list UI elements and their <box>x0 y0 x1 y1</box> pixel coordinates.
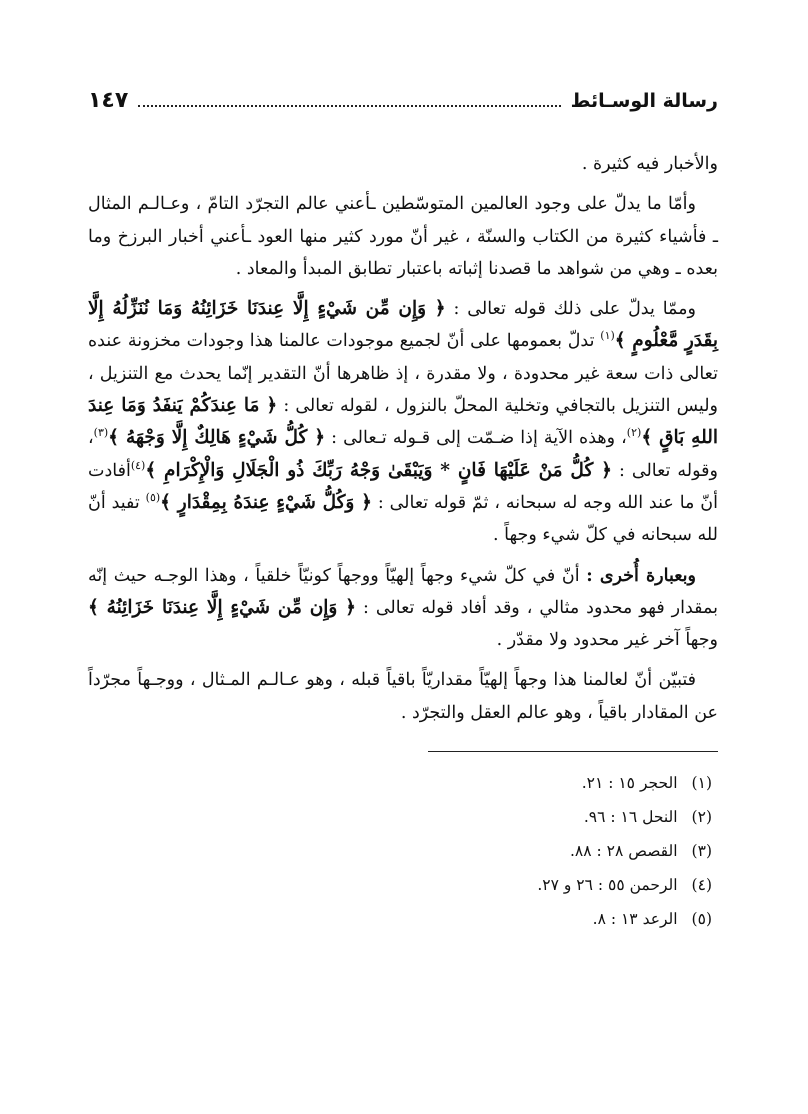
footnote-ref-5: (٥) <box>145 491 161 505</box>
footnote-1 <box>88 766 718 800</box>
paragraph-2: وأمّا ما يدلّ على وجود العالمين المتوسّطين ـأعني عالم التجرّد التامّ ، وعـالـم المثال ـ فأشياء كثيرة من الكتاب والسنّة ، غير أنّ مورد كثير منها العود ـأعني أخبار البرزخ وما بعده ـ وهي من شواهد ما قصدنا إثباته باعتبار تطابق المبدأ والمعاد . <box>88 194 718 279</box>
footnote-text: الرعد ١٣ : ٨. <box>592 910 678 929</box>
quran-verse-1: ﴿ وَإِن مِّن شَيْءٍ إِلَّا عِندَنَا خَزَائِنُهُ وَمَا نُنَزِّلُهُ إِلَّا بِقَدَرٍ مَّعْلُومٍ ﴾ <box>88 298 719 352</box>
paragraph-3 <box>88 293 718 551</box>
footnote-number: (٤) <box>691 876 712 895</box>
quran-verse-4: ﴿ كُلُّ مَنْ عَلَيْهَا فَانٍ * وَيَبْقَىٰ وَجْهُ رَبِّكَ ذُو الْجَلَالِ وَالْإِكْرَامِ ﴾ <box>145 459 612 481</box>
footnote-number: (٣) <box>691 842 712 861</box>
body-text <box>88 148 718 729</box>
paragraph-1: والأخبار فيه كثيرة . <box>581 154 718 174</box>
quran-verse-2: ﴿ مَا عِندَكُمْ يَنفَدُ وَمَا عِندَ اللهِ بَاقٍ ﴾ <box>88 395 718 449</box>
footnote-divider <box>428 751 718 752</box>
footnote-text: الحجر ١٥ : ٢١. <box>581 774 678 793</box>
footnotes <box>88 766 718 936</box>
leader-dots <box>138 91 560 107</box>
quran-verse-5: ﴿ وَكُلُّ شَيْءٍ عِندَهُ بِمِقْدَارٍ ﴾ <box>160 491 372 513</box>
text-span: ، وقوله تعالى : <box>88 428 718 481</box>
footnote-number: (٢) <box>691 808 712 827</box>
footnote-ref-1: (١) <box>600 329 615 343</box>
bold-lead: وبعبارة أُخرى : <box>586 565 696 586</box>
running-head-title: رسالة الوسـائط <box>570 90 718 112</box>
document-page <box>88 88 718 936</box>
footnote-3 <box>88 834 718 868</box>
paragraph-5: فتبيّن أنّ لعالمنا هذا وجهاً إلهيّاً مقداريّاً باقياً قبله ، وهو عـالـم المـثال ، ووجـهاً مجرّداً عن المقادار باقياً ، وهو عالم العقل والتجرّد . <box>88 670 718 723</box>
text-span: أفادت أنّ ما عند الله وجه له سبحانه ، ثمّ قوله تعالى : <box>88 460 718 513</box>
text-span: أنّ في كلّ شيء وجهاً إلهيّاً ووجهاً كونيّاً خلقياً ، وهذا الوجـه حيث إنّه بمقدار فهو محدود مثالي ، وقد أفاد قوله تعالى : <box>88 565 718 618</box>
quran-verse-3: ﴿ كُلُّ شَيْءٍ هَالِكٌ إِلَّا وَجْهَهُ ﴾ <box>108 427 326 449</box>
footnote-text: القصص ٢٨ : ٨٨. <box>569 842 678 861</box>
footnote-ref-2: (٢) <box>626 426 642 440</box>
paragraph-4 <box>88 560 718 657</box>
footnote-text: الرحمن ٥٥ : ٢٦ و ٢٧. <box>537 876 678 895</box>
footnote-number: (١) <box>691 774 712 793</box>
footnote-text: النحل ١٦ : ٩٦. <box>583 808 678 827</box>
footnote-2 <box>88 800 718 834</box>
footnote-4 <box>88 868 718 902</box>
quran-verse-6: ﴿ وَإِن مِّن شَيْءٍ إِلَّا عِندَنَا خَزَائِنُهُ ﴾ <box>88 596 357 618</box>
footnote-ref-3: (٣) <box>93 426 109 440</box>
text-span: تفيد أنّ لله سبحانه في كلّ شيء وجهاً . <box>88 492 718 546</box>
footnote-ref-4: (٤) <box>130 458 146 472</box>
text-span: وممّا يدلّ على ذلك قوله تعالى : <box>453 299 696 320</box>
text-span: وجهاً آخر غير محدود ولا مقدّر . <box>496 630 718 651</box>
page-header <box>88 88 718 122</box>
footnote-5 <box>88 902 718 936</box>
footnote-number: (٥) <box>691 910 712 929</box>
page-number: ١٤٧ <box>88 88 129 113</box>
text-span: ، وهذه الآية إذا ضـمّت إلى قـوله تـعالى : <box>331 428 627 449</box>
text-span: تدلّ بعمومها على أنّ لجميع موجودات عالمنا هذا وجودات مخزونة عنده تعالى ذات سعة غير محدودة ، ولا مقدرة ، إذ ظاهرها أنّ التقدير إنّما يحدث مع التنزيل ، وليس التنزيل بالتجافي وتخلية المحلّ بالنزول ، لقوله تعالى : <box>88 331 718 417</box>
